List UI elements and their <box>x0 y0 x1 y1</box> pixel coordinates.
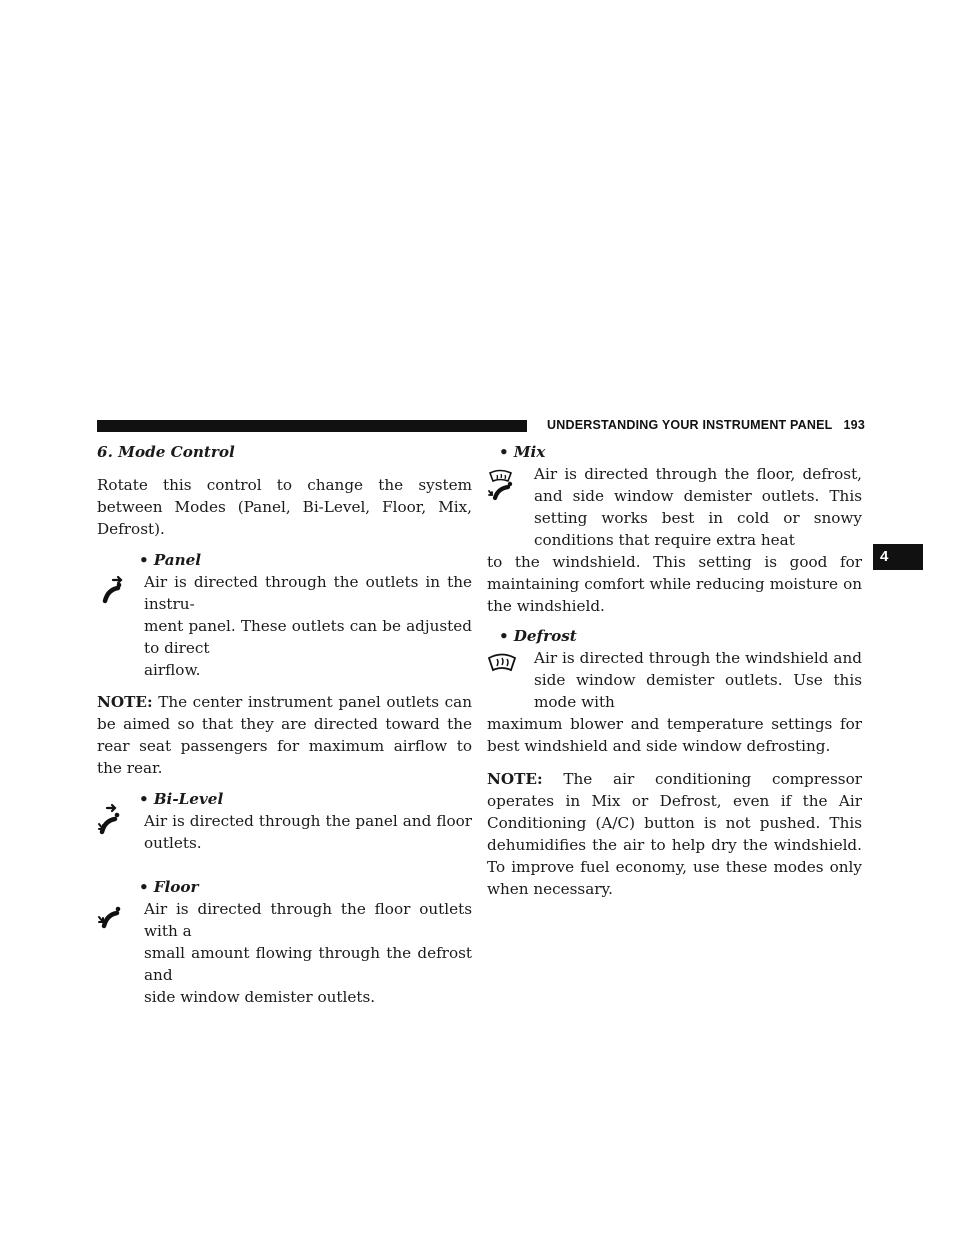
defrost-mode-icon <box>487 651 517 677</box>
panel-mode-description <box>97 571 472 681</box>
panel-mode-item <box>97 549 472 681</box>
chapter-tab: 4 <box>873 544 923 570</box>
header-rule <box>97 420 527 432</box>
floor-line-3: side window demister outlets. <box>144 988 376 1006</box>
bilevel-mode-item <box>97 788 472 854</box>
floor-line-2: small amount flowing through the defrost and <box>144 944 472 984</box>
mix-mode-icon <box>487 467 517 501</box>
note-label: NOTE: <box>97 693 153 711</box>
floor-line-1: Air is directed through the floor outlets with a <box>144 900 472 940</box>
mix-mode-item <box>487 441 862 617</box>
floor-mode-icon <box>97 898 125 932</box>
mix-mode-label: • Mix <box>487 441 862 463</box>
mix-indented-text: Air is directed through the floor, defrost, and side window demister outlets. This setting works best in cold or snowy conditions that require extra heat <box>534 465 862 549</box>
panel-mode-icon <box>99 575 125 605</box>
panel-line-1: Air is directed through the outlets in the instru- <box>144 573 472 613</box>
note-text: The center instrument panel outlets can be aimed so that they are directed toward the rear seat passengers for maximum airflow to the rear. <box>97 693 473 777</box>
floor-mode-item <box>97 876 472 1008</box>
defrost-indented-text: Air is directed through the windshield and side window demister outlets. Use this mode with <box>534 649 862 711</box>
section-title: 6. Mode Control <box>97 443 235 461</box>
note-paragraph-1 <box>97 691 472 779</box>
floor-mode-description <box>97 898 472 1008</box>
defrost-mode-label: • Defrost <box>487 625 862 647</box>
defrost-continued-text: maximum blower and temperature settings for best windshield and side window defrosting. <box>487 715 862 755</box>
running-header <box>535 418 865 432</box>
bilevel-mode-label: • Bi-Level <box>97 788 472 810</box>
note-paragraph-2 <box>487 768 862 900</box>
floor-mode-label: • Floor <box>97 876 472 898</box>
defrost-mode-item <box>487 625 862 757</box>
right-column <box>487 439 862 900</box>
page-number: 193 <box>843 418 865 432</box>
bilevel-mode-icon <box>97 802 125 836</box>
note-label: NOTE: <box>487 770 543 788</box>
bilevel-line-1: Air is directed through the panel and floor outlets. <box>144 812 472 852</box>
panel-line-3: airflow. <box>144 661 201 679</box>
header-title: UNDERSTANDING YOUR INSTRUMENT PANEL <box>547 418 833 432</box>
mix-continued-text: to the windshield. This setting is good for maintaining comfort while reducing moisture on the windshield. <box>487 553 862 615</box>
intro-paragraph: Rotate this control to change the system between Modes (Panel, Bi-Level, Floor, Mix, Defrost). <box>97 476 472 538</box>
panel-line-2: ment panel. These outlets can be adjusted to direct <box>144 617 472 657</box>
note-text: The air conditioning compressor operates in Mix or Defrost, even if the Air Conditioning (A/C) button is not pushed. This dehumidifies the air to help dry the windshield. To improve fuel economy, use these modes only when necessary. <box>487 770 862 898</box>
bilevel-mode-description <box>97 810 472 854</box>
panel-mode-label: • Panel <box>97 549 472 571</box>
left-column <box>97 439 472 1008</box>
